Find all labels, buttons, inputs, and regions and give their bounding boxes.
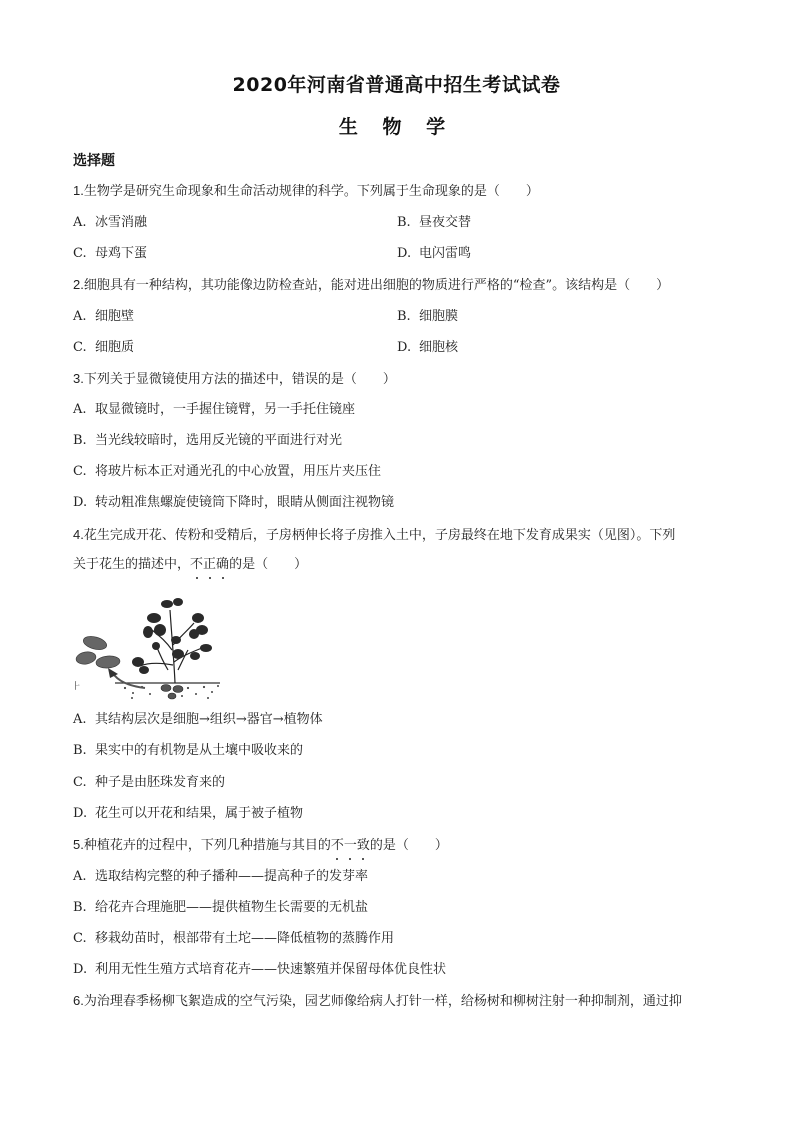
option-letter: A. [73,402,87,417]
question-2-option-a [73,308,134,326]
option-text: 冰雪消融 [95,215,148,230]
option-text: 细胞壁 [95,309,135,324]
option-letter: B. [73,743,87,758]
option-letter: C. [73,775,87,790]
option-letter: C. [73,931,87,946]
emphasis-char: 正 [203,557,217,572]
option-text: 细胞核 [419,340,459,355]
question-1-option-a [73,214,147,232]
question-text: 细胞具有一种结构，其功能像边防检查站，能对进出细胞的物质进行严格的“检查”。该结构是（ ） [83,278,670,293]
question-number: 5. [73,837,84,852]
question-5-option-a [73,868,368,886]
option-letter: D. [73,962,88,977]
question-text: 下列关于显微镜使用方法的描述中，错误的是（ ） [83,372,396,387]
option-letter: B. [73,900,87,915]
question-3-option-b [73,432,342,450]
option-text: 取显微镜时，一手握住镜臂，另一手托住镜座 [95,402,356,417]
section-heading: 选择题 [73,153,115,169]
question-1-option-c [73,245,147,263]
option-letter: A. [73,309,87,324]
option-text: 细胞膜 [419,309,459,324]
question-4-stem-line2 [73,556,307,574]
subject-title: 生 物 学 [338,116,455,138]
question-4-option-d [73,805,303,823]
document-title: 2020年河南省普通高中招生考试试卷 [232,74,561,96]
question-1-option-b [397,214,471,232]
question-2-stem [73,276,669,295]
peanut-plant-figure [70,590,230,700]
question-text: 关于花生的描述中， [73,557,191,572]
option-text: 电闪雷鸣 [419,246,472,261]
option-letter: B. [397,215,411,230]
option-letter: D. [73,806,88,821]
option-letter: A. [73,712,87,727]
question-text: 为治理春季杨柳飞絮造成的空气污染，园艺师像给病人打针一样，给杨树和柳树注射一种抑制剂，通过抑 [83,994,682,1009]
option-letter: C. [73,464,87,479]
option-text: 将玻片标本正对通光孔的中心放置，用压片夹压住 [95,464,382,479]
question-4-option-c [73,774,225,792]
option-letter: D. [73,495,88,510]
question-2-option-d [397,339,458,357]
option-text: 利用无性生殖方式培育花卉——快速繁殖并保留母体优良性状 [95,962,447,977]
option-text: 给花卉合理施肥——提供植物生长需要的无机盐 [95,900,369,915]
emphasis-char: 致 [356,838,370,853]
question-3-option-a [73,401,355,419]
question-5-option-d [73,961,446,979]
option-letter: A. [73,215,87,230]
option-text: 果实中的有机物是从土壤中吸收来的 [95,743,304,758]
option-text: 移栽幼苗时，根部带有土坨——降低植物的蒸腾作用 [95,931,395,946]
emphasis-char: 不 [190,557,204,572]
emphasis-char: 不 [330,838,344,853]
option-text: 转动粗准焦螺旋使镜筒下降时，眼睛从侧面注视物镜 [95,495,395,510]
question-3-option-d [73,494,394,512]
option-text: 细胞质 [95,340,135,355]
question-6-stem [73,992,682,1011]
option-text: 选取结构完整的种子播种——提高种子的发芽率 [95,869,369,884]
option-text: 花生可以开花和结果，属于被子植物 [95,806,304,821]
question-5-option-b [73,899,368,917]
option-letter: B. [73,433,87,448]
question-1-option-d [397,245,471,263]
question-text: 生物学是研究生命现象和生命活动规律的科学。下列属于生命现象的是（ ） [83,184,539,199]
question-number: 3. [73,371,84,386]
question-1-stem [73,182,539,201]
question-number: 2. [73,277,84,292]
question-3-stem [73,370,396,389]
question-5-option-c [73,930,394,948]
option-text: 其结构层次是细胞→组织→器官→植物体 [95,712,323,727]
option-text: 母鸡下蛋 [95,246,148,261]
question-number: 4. [73,527,84,542]
question-2-option-b [397,308,458,326]
emphasis-char: 确 [216,557,230,572]
option-letter: C. [73,340,87,355]
question-text: 种植花卉的过程中，下列几种措施与其目的 [83,838,331,853]
question-2-option-c [73,339,134,357]
question-3-option-c [73,463,381,481]
question-4-option-a [73,711,323,729]
option-text: 当光线较暗时，选用反光镜的平面进行对光 [95,433,343,448]
option-letter: D. [397,246,412,261]
question-5-stem [73,836,448,855]
option-letter: C. [73,246,87,261]
option-text: 种子是由胚珠发育来的 [95,775,226,790]
question-number: 6. [73,993,84,1008]
question-number: 1. [73,183,84,198]
question-text: 花生完成开花、传粉和受精后，子房柄伸长将子房推入土中，子房最终在地下发育成果实（见图）。下列 [83,528,676,543]
option-letter: A. [73,869,87,884]
option-letter: D. [397,340,412,355]
question-text: 的是（ ） [229,557,308,572]
option-letter: B. [397,309,411,324]
question-text: 的是（ ） [369,838,448,853]
question-4-stem-line1 [73,526,675,545]
svg-text:⺊: ⺊ [72,682,82,692]
question-4-option-b [73,742,303,760]
option-text: 昼夜交替 [419,215,472,230]
emphasis-char: 一 [343,838,357,853]
